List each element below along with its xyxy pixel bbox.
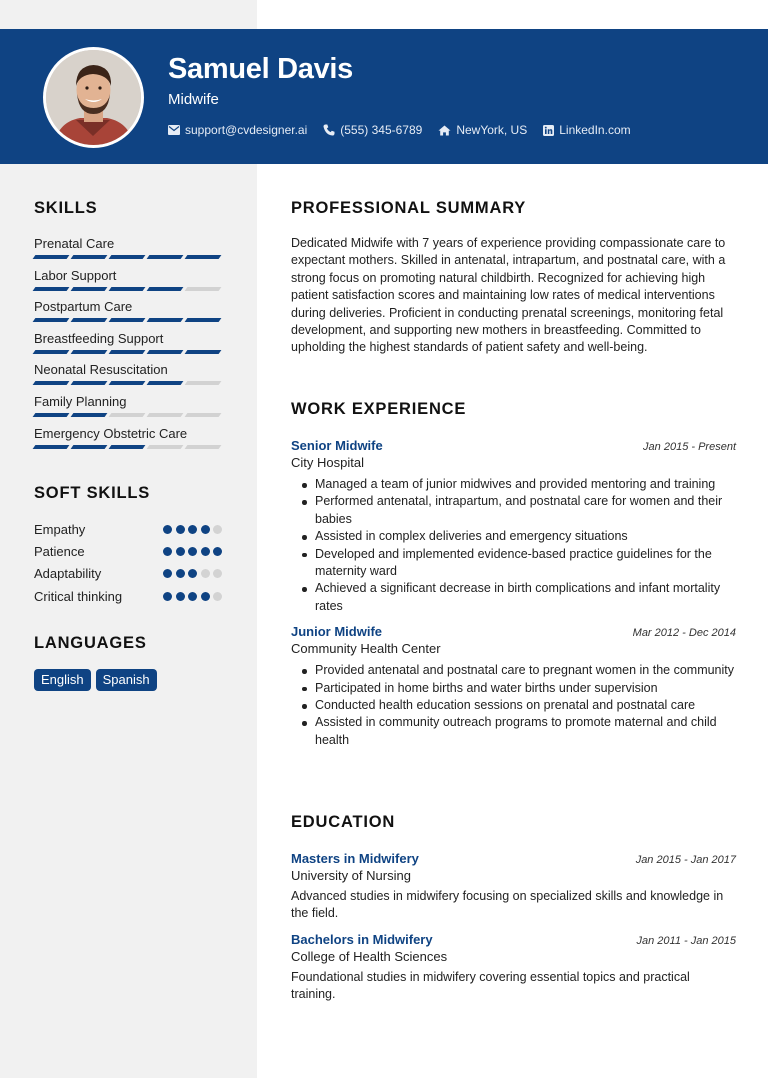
home-icon bbox=[438, 125, 451, 136]
education-date: Jan 2011 - Jan 2015 bbox=[636, 934, 736, 947]
contact-linkedin-text: LinkedIn.com bbox=[559, 123, 631, 137]
job-bullet: Managed a team of junior midwives and provided mentoring and training bbox=[315, 476, 736, 493]
soft-skill-rating bbox=[160, 547, 223, 556]
skill-level-bar bbox=[34, 255, 224, 259]
education-description: Advanced studies in midwifery focusing on specialized skills and knowledge in the field. bbox=[291, 889, 724, 921]
rating-dot bbox=[201, 569, 210, 578]
soft-skill-rating bbox=[160, 569, 223, 578]
skill-level-segment bbox=[33, 318, 70, 322]
degree-title: Masters in Midwifery bbox=[291, 851, 419, 866]
contact-email[interactable] bbox=[168, 123, 307, 137]
skill-level-segment bbox=[33, 287, 70, 291]
skill-item bbox=[34, 425, 224, 449]
rating-dot bbox=[213, 592, 222, 601]
skill-name: Neonatal Resuscitation bbox=[34, 362, 168, 378]
language-badge: Spanish bbox=[96, 669, 157, 691]
rating-dot bbox=[163, 569, 172, 578]
skill-level-segment bbox=[185, 350, 222, 354]
profile-photo bbox=[46, 50, 141, 145]
linkedin-icon bbox=[543, 125, 554, 136]
soft-skill-item bbox=[34, 540, 224, 562]
skill-level-segment bbox=[147, 350, 184, 354]
job-bullets bbox=[291, 476, 736, 615]
skill-level-segment bbox=[109, 287, 146, 291]
skill-level-segment bbox=[71, 413, 108, 417]
rating-dot bbox=[163, 525, 172, 534]
job-bullet: Assisted in complex deliveries and emergency situations bbox=[315, 528, 736, 545]
soft-skills-section bbox=[34, 484, 224, 607]
rating-dot bbox=[201, 525, 210, 534]
soft-skill-name: Adaptability bbox=[34, 566, 102, 582]
skill-level-segment bbox=[33, 445, 70, 449]
skill-level-segment bbox=[147, 413, 184, 417]
soft-skill-item bbox=[34, 518, 224, 540]
skills-list bbox=[34, 235, 224, 449]
skill-name: Labor Support bbox=[34, 267, 117, 283]
profile-photo-frame bbox=[43, 47, 144, 148]
soft-skill-rating bbox=[160, 525, 223, 534]
skill-level-segment bbox=[71, 381, 108, 385]
candidate-title: Midwife bbox=[168, 91, 219, 108]
soft-skill-rating bbox=[160, 592, 223, 601]
summary-heading: PROFESSIONAL SUMMARY bbox=[291, 199, 527, 217]
contact-list bbox=[168, 123, 647, 137]
job-header bbox=[291, 624, 736, 639]
school-name: University of Nursing bbox=[291, 868, 411, 883]
degree-title: Bachelors in Midwifery bbox=[291, 931, 433, 947]
skills-section bbox=[34, 199, 224, 456]
contact-email-text: support@cvdesigner.ai bbox=[185, 123, 308, 137]
phone-icon bbox=[323, 124, 335, 136]
job-bullet: Achieved a significant decrease in birth complications and infant mortality rates bbox=[315, 580, 736, 615]
skills-heading: SKILLS bbox=[34, 199, 98, 217]
education-entry bbox=[291, 932, 736, 1004]
job-entry bbox=[291, 624, 736, 749]
skill-level-bar bbox=[34, 318, 224, 322]
skill-item bbox=[34, 330, 224, 354]
rating-dot bbox=[176, 547, 185, 556]
rating-dot bbox=[213, 547, 222, 556]
job-title: Junior Midwife bbox=[291, 624, 382, 640]
skill-name: Family Planning bbox=[34, 393, 127, 409]
job-bullets bbox=[291, 662, 736, 749]
skill-level-segment bbox=[33, 350, 70, 354]
language-badge: English bbox=[34, 669, 91, 691]
rating-dot bbox=[201, 592, 210, 601]
rating-dot bbox=[176, 592, 185, 601]
rating-dot bbox=[188, 569, 197, 578]
contact-location bbox=[438, 123, 527, 137]
skill-level-segment bbox=[33, 413, 70, 417]
skill-level-segment bbox=[185, 381, 222, 385]
school-name: College of Health Sciences bbox=[291, 948, 448, 964]
skill-level-segment bbox=[33, 255, 70, 259]
education-section bbox=[291, 813, 736, 1004]
skill-level-segment bbox=[71, 350, 108, 354]
skill-name: Emergency Obstetric Care bbox=[34, 425, 188, 441]
summary-section bbox=[291, 199, 736, 357]
languages-section bbox=[34, 634, 224, 691]
education-description: Foundational studies in midwifery covering essential topics and practical training. bbox=[291, 969, 690, 1002]
skill-item bbox=[34, 267, 224, 291]
skill-item bbox=[34, 393, 224, 417]
skill-level-bar bbox=[34, 381, 224, 385]
skill-level-segment bbox=[109, 445, 146, 449]
job-bullet: Participated in home births and water births under supervision bbox=[315, 680, 736, 697]
education-header bbox=[291, 932, 736, 947]
soft-skills-heading: SOFT SKILLS bbox=[34, 484, 151, 502]
skill-name: Postpartum Care bbox=[34, 299, 133, 315]
skill-level-segment bbox=[147, 381, 184, 385]
soft-skill-item bbox=[34, 585, 224, 607]
skill-level-bar bbox=[34, 445, 224, 449]
skill-level-segment bbox=[185, 318, 222, 322]
soft-skill-item bbox=[34, 563, 224, 585]
contact-linkedin[interactable] bbox=[543, 123, 630, 137]
languages-list bbox=[34, 669, 224, 691]
skill-level-segment bbox=[147, 318, 184, 322]
languages-heading: LANGUAGES bbox=[34, 634, 147, 652]
resume-header bbox=[0, 29, 768, 164]
education-entry bbox=[291, 851, 736, 923]
skill-level-bar bbox=[34, 413, 224, 417]
rating-dot bbox=[188, 592, 197, 601]
rating-dot bbox=[163, 592, 172, 601]
skill-level-segment bbox=[147, 255, 184, 259]
skill-level-segment bbox=[109, 318, 146, 322]
job-bullet: Conducted health education sessions on prenatal and postnatal care bbox=[315, 697, 736, 714]
soft-skill-name: Empathy bbox=[34, 521, 86, 537]
skill-level-bar bbox=[34, 350, 224, 354]
job-bullet: Assisted in community outreach programs to promote maternal and child health bbox=[315, 714, 736, 749]
contact-phone-text: (555) 345-6789 bbox=[340, 123, 423, 137]
education-heading: EDUCATION bbox=[291, 813, 396, 831]
summary-text: Dedicated Midwife with 7 years of experience providing compassionate care to expectant mothers. Skilled in antenatal, intrapartum, and postnatal care, with a strong focus on promoting natural childbirth. Recognized for achieving high patient satisfaction scores and maintaining low rates of medical interventions during deliveries. Proficient in conducting prenatal screenings, monitoring fetal development, and supporting new mothers in breastfeeding. Committed to upholding the highest standards of patient safety and well-being. bbox=[291, 236, 726, 355]
skill-level-segment bbox=[147, 287, 184, 291]
soft-skills-list bbox=[34, 518, 224, 607]
job-company: Community Health Center bbox=[291, 641, 441, 657]
rating-dot bbox=[188, 525, 197, 534]
job-company: City Hospital bbox=[291, 455, 364, 470]
job-title: Senior Midwife bbox=[291, 438, 383, 453]
job-bullet: Performed antenatal, intrapartum, and postnatal care for women and their babies bbox=[315, 493, 736, 528]
skill-level-segment bbox=[109, 413, 146, 417]
contact-phone[interactable] bbox=[323, 123, 422, 137]
experience-section bbox=[291, 400, 736, 749]
rating-dot bbox=[213, 569, 222, 578]
skill-level-segment bbox=[185, 255, 222, 259]
skill-level-segment bbox=[109, 381, 146, 385]
experience-heading: WORK EXPERIENCE bbox=[291, 400, 467, 418]
skill-item bbox=[34, 298, 224, 322]
job-date: Jan 2015 - Present bbox=[643, 441, 736, 453]
skill-level-segment bbox=[71, 445, 108, 449]
skill-level-segment bbox=[71, 255, 108, 259]
skill-level-segment bbox=[185, 287, 222, 291]
skill-item bbox=[34, 361, 224, 385]
rating-dot bbox=[176, 525, 185, 534]
education-list bbox=[291, 851, 736, 1004]
job-bullet: Developed and implemented evidence-based practice guidelines for the maternity ward bbox=[315, 546, 736, 581]
job-date: Mar 2012 - Dec 2014 bbox=[632, 627, 736, 640]
rating-dot bbox=[176, 569, 185, 578]
job-bullet: Provided antenatal and postnatal care to pregnant women in the community bbox=[315, 662, 736, 679]
soft-skill-name: Patience bbox=[34, 543, 85, 559]
skill-level-segment bbox=[71, 287, 108, 291]
job-header bbox=[291, 438, 736, 453]
contact-location-text: NewYork, US bbox=[456, 123, 528, 137]
skill-level-segment bbox=[109, 350, 146, 354]
skill-name: Breastfeeding Support bbox=[34, 330, 164, 346]
skill-item bbox=[34, 235, 224, 259]
rating-dot bbox=[213, 525, 222, 534]
skill-level-segment bbox=[33, 381, 70, 385]
skill-level-segment bbox=[109, 255, 146, 259]
skill-level-segment bbox=[71, 318, 108, 322]
rating-dot bbox=[163, 547, 172, 556]
education-date: Jan 2015 - Jan 2017 bbox=[635, 854, 736, 866]
skill-level-segment bbox=[185, 445, 222, 449]
soft-skill-name: Critical thinking bbox=[34, 588, 123, 604]
skill-level-segment bbox=[185, 413, 222, 417]
rating-dot bbox=[188, 547, 197, 556]
rating-dot bbox=[201, 547, 210, 556]
envelope-icon bbox=[168, 125, 180, 135]
candidate-name: Samuel Davis bbox=[168, 53, 353, 85]
jobs-list bbox=[291, 438, 736, 749]
skill-name: Prenatal Care bbox=[34, 236, 115, 251]
skill-level-bar bbox=[34, 287, 224, 291]
skill-level-segment bbox=[147, 445, 184, 449]
education-header bbox=[291, 851, 736, 866]
job-entry bbox=[291, 438, 736, 615]
